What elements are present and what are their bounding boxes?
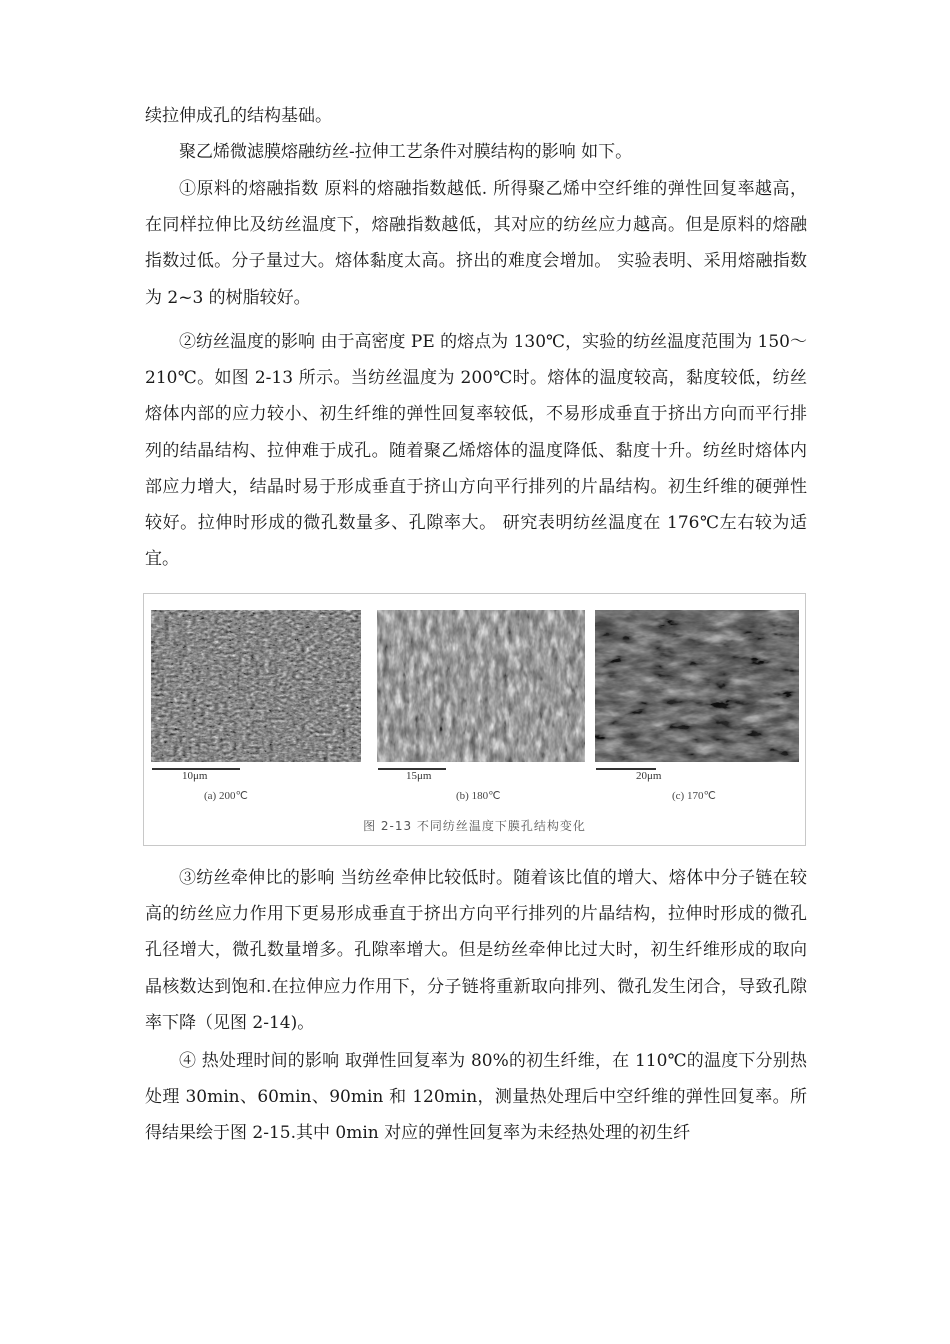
paragraph-heat-treatment: ④ 热处理时间的影响 取弹性回复率为 80%的初生纤维，在 110℃的温度下分别热处理 30min、60min、90min 和 120min，测量热处理后中空纤维的弹性回复率。所得结果绘于图 2-15.其中 0min 对应的弹性回复率为未经热处理的初生纤 xyxy=(145,1051,807,1144)
paragraph-spinning-temperature: ②纺丝温度的影响 由于高密度 PE 的熔点为 130℃，实验的纺丝温度范围为 150～210℃。如图 2-13 所示。当纺丝温度为 200℃时。熔体的温度较高，黏度较低，纺丝熔体内部的应力较小、初生纤维的弹性回复率较低，不易形成垂直于挤出方向而平行排列的结晶结构、拉伸难于成孔。随着聚乙烯熔体的温度降低、黏度十升。纺丝时熔体内部应力增大，结晶时易于形成垂直于挤山方向平行排列的片晶结构。初生纤维的硬弹性较好。拉伸时形成的微孔数量多、孔隙率大。 研究表明纺丝温度在 176℃左右较为适宜。 xyxy=(145,332,807,570)
scale-label-b: 15μm xyxy=(406,770,432,782)
scale-label-a: 10μm xyxy=(182,770,208,782)
figure-caption: 图 2-13 不同纺丝温度下膜孔结构变化 xyxy=(363,819,586,833)
subcaption-c: (c) 170℃ xyxy=(672,790,716,802)
sem-image-b xyxy=(377,610,585,762)
paragraph-continuation: 续拉伸成孔的结构基础。 xyxy=(145,106,332,126)
paragraph-intro: 聚乙烯微滤膜熔融纺丝-拉伸工艺条件对膜结构的影响 如下。 xyxy=(179,142,633,162)
sem-image-c xyxy=(595,610,799,762)
scale-label-c: 20μm xyxy=(636,770,662,782)
subcaption-b: (b) 180℃ xyxy=(456,790,501,802)
figure-2-13 xyxy=(143,593,806,846)
paragraph-draw-ratio: ③纺丝牵伸比的影响 当纺丝牵伸比较低时。随着该比值的增大、熔体中分子链在较高的纺丝应力作用下更易形成垂直于挤出方向平行排列的片晶结构，拉伸时形成的微孔孔径增大，微孔数量增多。孔隙率增大。但是纺丝牵伸比过大时，初生纤维形成的取向晶核数达到饱和.在拉伸应力作用下，分子链将重新取向排列、微孔发生闭合，导致孔隙率下降（见图 2-14)。 xyxy=(145,868,807,1033)
sem-image-a xyxy=(151,610,361,762)
subcaption-a: (a) 200℃ xyxy=(204,790,248,802)
paragraph-melt-index: ①原料的熔融指数 原料的熔融指数越低. 所得聚乙烯中空纤维的弹性回复率越高，在同样拉伸比及纺丝温度下，熔融指数越低，其对应的纺丝应力越高。但是原料的熔融指数过低。分子量过大。熔体黏度太高。挤出的难度会增加。 实验表明、采用熔融指数为 2~3 的树脂较好。 xyxy=(145,179,807,308)
